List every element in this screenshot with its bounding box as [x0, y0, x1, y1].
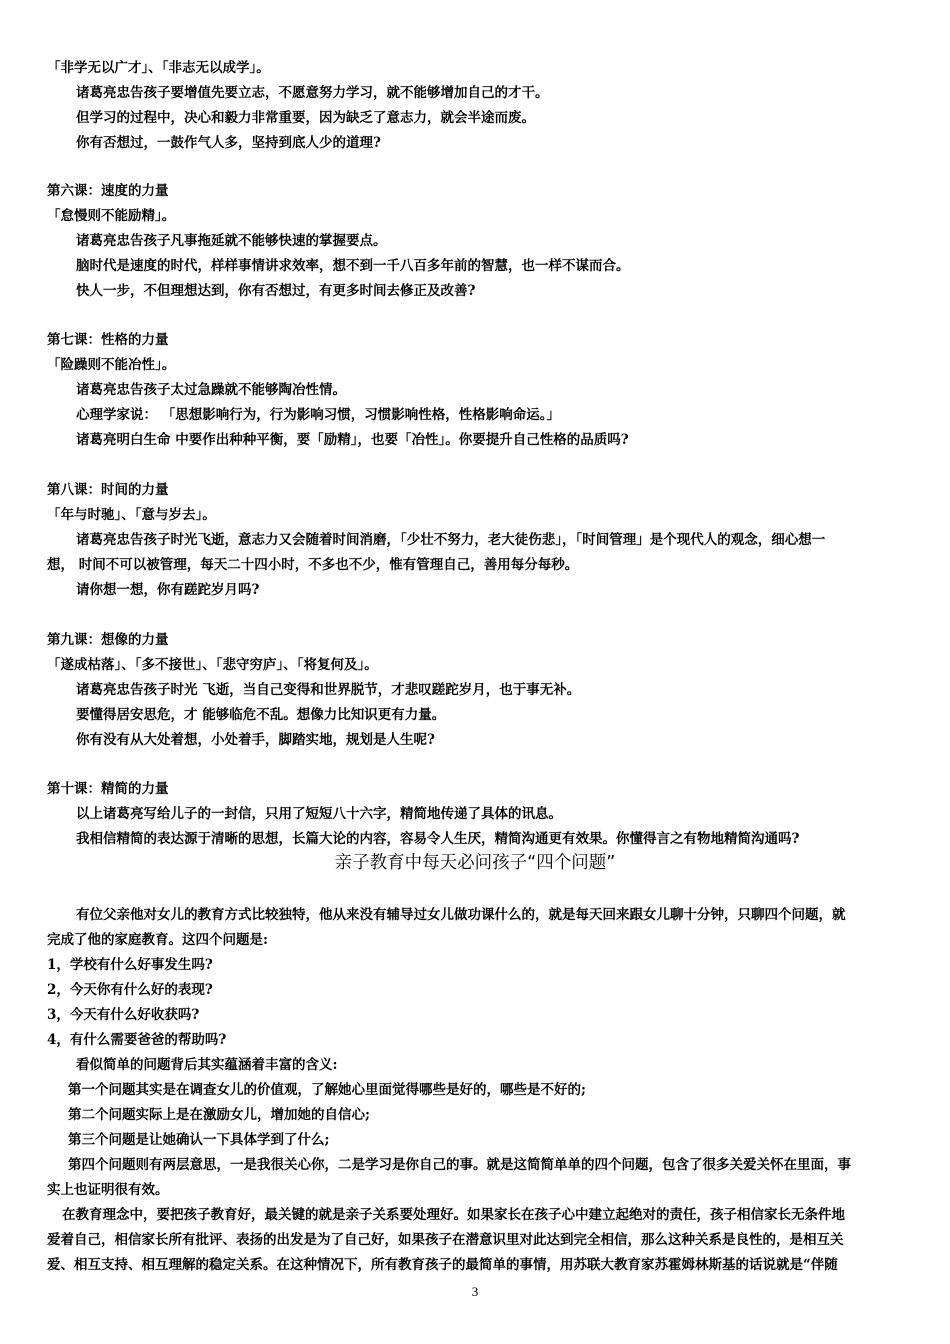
body-line: 快人一步，不但理想达到，你有否想过，有更多时间去修正及改善? — [76, 283, 476, 299]
section-heading: 第八课：时间的力量 — [47, 482, 169, 498]
body-line: 第三个问题是让她确认一下具体学到了什么; — [68, 1132, 330, 1148]
body-line: 爱、相互支持、相互理解的稳定关系。在这种情况下，所有教育孩子的最简单的事情，用苏联大教育家苏霍姆林斯基的话说就是“伴随 — [47, 1257, 838, 1273]
body-line: 第四个问题则有两层意思，一是我很关心你，二是学习是你自己的事。就是这简简单单的四个问题，包含了很多关爱关怀在里面，事 — [68, 1157, 851, 1173]
section-heading: 第七课：性格的力量 — [47, 332, 169, 348]
list-item: 1，学校有什么好事发生吗? — [47, 957, 213, 973]
quote-line: 「怠慢则不能励精」。 — [47, 208, 176, 224]
body-line: 请你想一想，你有蹉跎岁月吗? — [76, 582, 260, 598]
body-line: 有位父亲他对女儿的教育方式比较独特，他从来没有辅导过女儿做功课什么的，就是每天回来跟女儿聊十分钟，只聊四个问题，就 — [76, 907, 846, 923]
body-line: 第二个问题实际上是在激励女儿，增加她的自信心; — [68, 1107, 370, 1123]
section-heading: 第十课：精简的力量 — [47, 781, 169, 797]
quote-line: 「非学无以广才」、「非志无以成学」。 — [47, 60, 270, 76]
body-line: 要懂得居安思危，才 能够临危不乱。想像力比知识更有力量。 — [76, 707, 446, 723]
body-line: 诸葛亮忠告孩子太过急躁就不能够陶冶性情。 — [76, 382, 346, 398]
body-line: 你有否想过，一鼓作气人多，坚持到底人少的道理? — [76, 135, 381, 151]
section-heading: 第九课：想像的力量 — [47, 632, 169, 648]
body-line: 爱着自己，相信家长所有批评、表扬的出发是为了自己好，如果孩子在潜意识里对此达到完全相信，那么这种关系是良性的，是相互关 — [47, 1232, 844, 1248]
body-line: 诸葛亮明白生命 中要作出种种平衡，要「励精」，也要「冶性」。你要提升自己性格的品质吗? — [76, 432, 629, 448]
section-heading: 第六课：速度的力量 — [47, 183, 169, 199]
body-line: 完成了他的家庭教育。这四个问题是: — [47, 932, 268, 948]
quote-line: 「遂成枯落」、「多不接世」、「悲守穷庐」、「将复何及」。 — [47, 657, 378, 673]
body-line: 实上也证明很有效。 — [47, 1182, 169, 1198]
body-line: 我相信精简的表达源于清晰的思想，长篇大论的内容，容易令人生厌，精简沟通更有效果。你懂得言之有物地精简沟通吗? — [76, 831, 800, 847]
body-line: 以上诸葛亮写给儿子的一封信，只用了短短八十六字，精简地传递了具体的讯息。 — [76, 806, 562, 822]
body-line: 你有没有从大处着想，小处着手，脚踏实地，规划是人生呢? — [76, 732, 435, 748]
body-line: 第一个问题其实是在调查女儿的价值观，了解她心里面觉得哪些是好的，哪些是不好的; — [68, 1082, 586, 1098]
body-line: 在教育理念中，要把孩子教育好，最关键的就是亲子关系要处理好。如果家长在孩子心中建立起绝对的责任，孩子相信家长无条件地 — [62, 1207, 845, 1223]
body-line: 但学习的过程中，决心和毅力非常重要，因为缺乏了意志力，就会半途而废。 — [76, 110, 535, 126]
list-item: 4，有什么需要爸爸的帮助吗? — [47, 1032, 227, 1048]
body-line: 诸葛亮忠告孩子时光飞逝，意志力又会随着时间消磨，「少壮不努力，老大徒伤悲」，「时间管理」是个现代人的观念，细心想一 — [76, 532, 826, 548]
body-line: 诸葛亮忠告孩子时光 飞逝，当自己变得和世界脱节，才悲叹蹉跎岁月，也于事无补。 — [76, 682, 581, 698]
body-line: 脑时代是速度的时代，样样事情讲求效率，想不到一千八百多年前的智慧，也一样不谋而合。 — [76, 258, 630, 274]
list-item: 2，今天你有什么好的表现? — [47, 982, 213, 998]
list-item: 3，今天有什么好收获吗? — [47, 1007, 200, 1023]
body-line: 心理学家说： 「思想影响行为，行为影响习惯，习惯影响性格，性格影响命运。」 — [76, 407, 560, 423]
body-line: 诸葛亮忠告孩子要增值先要立志，不愿意努力学习，就不能够增加自己的才干。 — [76, 85, 549, 101]
body-line: 想， 时间不可以被管理，每天二十四小时，不多也不少，惟有管理自己，善用每分每秒。 — [47, 557, 579, 573]
body-line: 看似简单的问题背后其实蕴涵着丰富的含义: — [76, 1057, 338, 1073]
quote-line: 「年与时驰」、「意与岁去」。 — [47, 507, 216, 523]
body-line: 诸葛亮忠告孩子凡事拖延就不能够快速的掌握要点。 — [76, 233, 387, 249]
quote-line: 「险躁则不能冶性」。 — [47, 357, 176, 373]
article-title: 亲子教育中每天必问孩子“四个问题” — [334, 853, 616, 873]
page-number: 3 — [471, 1284, 479, 1299]
